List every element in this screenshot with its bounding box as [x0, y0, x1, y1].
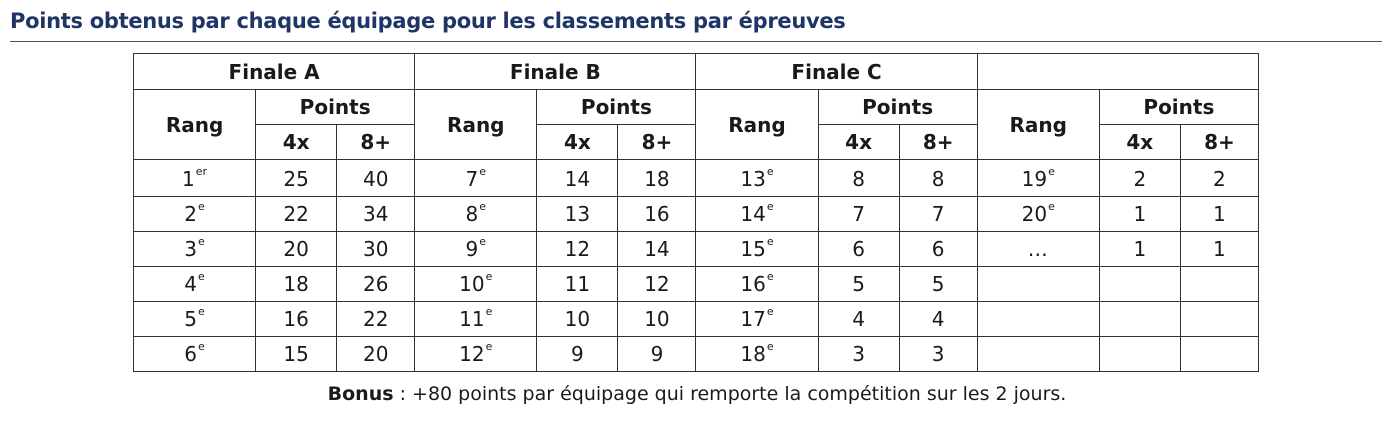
rang-number: 20	[1021, 202, 1048, 226]
points-8plus-cell: 6	[899, 232, 977, 267]
points-8plus-cell	[1180, 337, 1258, 372]
rang-cell	[415, 160, 537, 197]
points-8plus-cell: 1	[1180, 197, 1258, 232]
rang-cell	[134, 337, 256, 372]
rang-suffix: e	[198, 270, 205, 283]
rang-cell	[696, 160, 818, 197]
group-header-blank	[977, 54, 1258, 90]
points-4x-cell	[1099, 337, 1180, 372]
table-body	[134, 160, 1259, 372]
rang-number: …	[1027, 237, 1048, 261]
rang-number: 17	[740, 307, 766, 331]
points-8plus-cell: 7	[899, 197, 977, 232]
rang-suffix: e	[198, 305, 205, 318]
rang-suffix: e	[198, 340, 205, 353]
points-8plus-cell: 40	[337, 160, 415, 197]
bonus-text: : +80 points par équipage qui remporte la compétition sur les 2 jours.	[393, 383, 1067, 405]
points-4x-cell: 6	[818, 232, 899, 267]
rang-header: Rang	[977, 90, 1099, 160]
rang-cell	[415, 197, 537, 232]
rang-number: 14	[740, 202, 766, 226]
rang-suffix: e	[766, 305, 774, 318]
rang-cell	[977, 267, 1099, 302]
col-4x-header: 4x	[818, 125, 899, 160]
points-4x-cell: 10	[537, 302, 618, 337]
title-divider	[10, 41, 1382, 42]
bonus-note	[0, 383, 1394, 405]
points-8plus-cell: 10	[618, 302, 696, 337]
points-8plus-cell	[1180, 302, 1258, 337]
rang-suffix: er	[195, 165, 208, 178]
table-header	[134, 54, 1259, 160]
bonus-label: Bonus	[327, 383, 394, 405]
rang-cell	[415, 232, 537, 267]
points-8plus-cell: 1	[1180, 232, 1258, 267]
rang-cell	[696, 232, 818, 267]
rang-suffix: e	[485, 340, 493, 353]
rang-cell	[977, 337, 1099, 372]
rang-number: 8	[465, 202, 479, 226]
rang-number: 5	[184, 307, 198, 331]
rang-cell	[696, 337, 818, 372]
points-8plus-cell: 30	[337, 232, 415, 267]
points-8plus-cell: 2	[1180, 160, 1258, 197]
rang-number: 10	[459, 272, 485, 296]
points-8plus-cell: 5	[899, 267, 977, 302]
rang-cell	[415, 302, 537, 337]
points-4x-cell: 1	[1099, 232, 1180, 267]
rang-suffix: e	[766, 235, 774, 248]
rang-header: Rang	[134, 90, 256, 160]
rang-suffix: e	[479, 165, 487, 178]
rang-cell	[696, 197, 818, 232]
table-row	[134, 160, 1259, 197]
rang-cell	[696, 302, 818, 337]
rang-cell	[696, 267, 818, 302]
rang-number: 12	[459, 342, 485, 366]
rang-suffix: e	[485, 305, 493, 318]
rang-suffix: e	[198, 235, 205, 248]
points-8plus-cell: 34	[337, 197, 415, 232]
table-row	[134, 302, 1259, 337]
rang-cell	[977, 160, 1099, 197]
points-4x-cell: 14	[537, 160, 618, 197]
points-4x-cell	[1099, 302, 1180, 337]
col-8plus-header: 8+	[618, 125, 696, 160]
rang-number: 15	[740, 237, 766, 261]
points-header: Points	[1099, 90, 1258, 125]
points-8plus-cell: 4	[899, 302, 977, 337]
points-table	[133, 53, 1259, 372]
rang-cell	[977, 197, 1099, 232]
rang-cell	[415, 267, 537, 302]
page-title: Points obtenus par chaque équipage pour les classements par épreuves	[10, 9, 846, 33]
rang-number: 9	[465, 237, 479, 261]
points-4x-cell: 1	[1099, 197, 1180, 232]
points-8plus-cell: 20	[337, 337, 415, 372]
points-4x-cell: 13	[537, 197, 618, 232]
rang-suffix: e	[1048, 165, 1055, 178]
rang-cell	[134, 197, 256, 232]
rang-cell	[134, 267, 256, 302]
points-4x-cell: 3	[818, 337, 899, 372]
header-row-groups	[134, 54, 1259, 90]
points-4x-cell: 20	[256, 232, 337, 267]
points-4x-cell: 9	[537, 337, 618, 372]
points-8plus-cell: 16	[618, 197, 696, 232]
group-header-finale-c: Finale C	[696, 54, 977, 90]
rang-suffix: e	[479, 200, 487, 213]
rang-number: 2	[184, 202, 198, 226]
points-8plus-cell: 26	[337, 267, 415, 302]
rang-cell	[134, 232, 256, 267]
col-4x-header: 4x	[256, 125, 337, 160]
group-header-finale-b: Finale B	[415, 54, 696, 90]
points-header: Points	[537, 90, 696, 125]
points-8plus-cell: 9	[618, 337, 696, 372]
points-4x-cell: 7	[818, 197, 899, 232]
rang-number: 4	[184, 272, 198, 296]
header-row-labels	[134, 90, 1259, 125]
rang-suffix: e	[766, 340, 774, 353]
rang-suffix: e	[485, 270, 493, 283]
col-8plus-header: 8+	[337, 125, 415, 160]
rang-header: Rang	[415, 90, 537, 160]
rang-number: 6	[184, 342, 198, 366]
points-8plus-cell: 8	[899, 160, 977, 197]
rang-number: 19	[1021, 167, 1048, 191]
table-row	[134, 267, 1259, 302]
rang-suffix: e	[766, 165, 774, 178]
points-8plus-cell	[1180, 267, 1258, 302]
points-4x-cell: 5	[818, 267, 899, 302]
rang-number: 1	[182, 167, 195, 191]
points-4x-cell: 22	[256, 197, 337, 232]
rang-number: 3	[184, 237, 198, 261]
table-row	[134, 232, 1259, 267]
table-row	[134, 337, 1259, 372]
col-4x-header: 4x	[1099, 125, 1180, 160]
points-4x-cell: 15	[256, 337, 337, 372]
rang-suffix: e	[1048, 200, 1055, 213]
points-header: Points	[818, 90, 977, 125]
points-8plus-cell: 22	[337, 302, 415, 337]
rang-suffix: e	[766, 270, 774, 283]
rang-cell	[134, 302, 256, 337]
points-8plus-cell: 3	[899, 337, 977, 372]
points-4x-cell: 4	[818, 302, 899, 337]
points-4x-cell	[1099, 267, 1180, 302]
points-8plus-cell: 18	[618, 160, 696, 197]
points-4x-cell: 18	[256, 267, 337, 302]
rang-number: 18	[740, 342, 766, 366]
table-row	[134, 197, 1259, 232]
rang-cell	[977, 302, 1099, 337]
rang-header: Rang	[696, 90, 818, 160]
rang-cell	[415, 337, 537, 372]
group-header-finale-a: Finale A	[134, 54, 415, 90]
points-4x-cell: 12	[537, 232, 618, 267]
rang-number: 11	[459, 307, 485, 331]
points-8plus-cell: 14	[618, 232, 696, 267]
points-header: Points	[256, 90, 415, 125]
rang-cell	[134, 160, 256, 197]
rang-number: 7	[465, 167, 479, 191]
points-4x-cell: 11	[537, 267, 618, 302]
rang-number: 16	[740, 272, 766, 296]
points-4x-cell: 25	[256, 160, 337, 197]
col-8plus-header: 8+	[1180, 125, 1258, 160]
rang-suffix: e	[479, 235, 487, 248]
points-4x-cell: 2	[1099, 160, 1180, 197]
col-8plus-header: 8+	[899, 125, 977, 160]
rang-number: 13	[740, 167, 766, 191]
points-4x-cell: 8	[818, 160, 899, 197]
points-4x-cell: 16	[256, 302, 337, 337]
points-8plus-cell: 12	[618, 267, 696, 302]
col-4x-header: 4x	[537, 125, 618, 160]
rang-suffix: e	[766, 200, 774, 213]
rang-cell	[977, 232, 1099, 267]
rang-suffix: e	[198, 200, 205, 213]
